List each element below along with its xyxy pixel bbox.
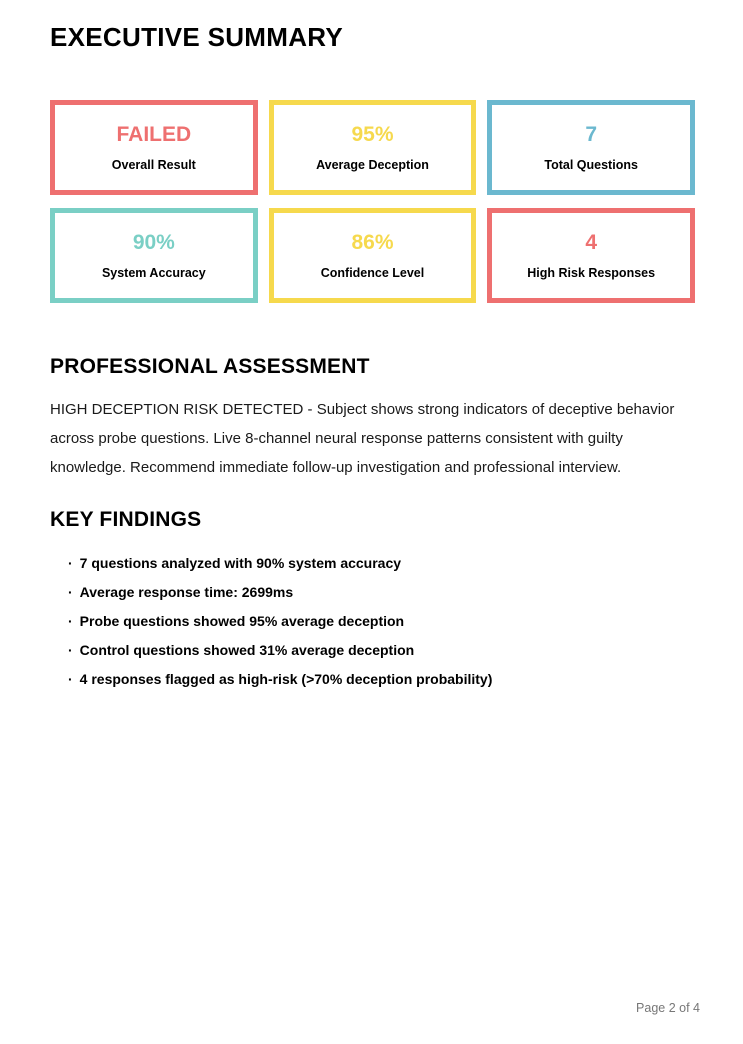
metric-card-overall-result [50, 100, 258, 195]
finding-item [50, 556, 695, 570]
finding-text: 7 questions analyzed with 90% system accuracy [79, 555, 402, 571]
assessment-body: HIGH DECEPTION RISK DETECTED - Subject shows strong indicators of deceptive behavior across probe questions. Live 8-channel neural response patterns consistent with guilty knowledge. Recommend immediate follow-up investigation and professional interview. [50, 401, 675, 476]
bullet-icon: · [68, 584, 73, 600]
metric-label: Confidence Level [320, 265, 425, 280]
metric-label: System Accuracy [101, 265, 206, 280]
findings-list [50, 556, 695, 686]
metric-value: FAILED [116, 122, 192, 146]
finding-text: Probe questions showed 95% average deception [79, 613, 405, 629]
metric-card-system-accuracy [50, 208, 258, 303]
bullet-icon: · [68, 613, 73, 629]
finding-item [50, 643, 695, 657]
metric-value: 7 [585, 122, 597, 146]
metric-card-total-questions [487, 100, 695, 195]
finding-item [50, 672, 695, 686]
finding-text: Control questions showed 31% average deception [79, 642, 415, 658]
metric-label: Total Questions [544, 157, 638, 172]
finding-text: 4 responses flagged as high-risk (>70% deception probability) [79, 671, 493, 687]
metric-card-average-deception [269, 100, 477, 195]
summary-cards [50, 100, 695, 303]
bullet-icon: · [68, 671, 73, 687]
metric-value: 86% [351, 230, 394, 254]
metric-value: 95% [351, 122, 394, 146]
metric-label: Overall Result [111, 157, 196, 172]
page-number: Page 2 of 4 [636, 1001, 700, 1015]
metric-label: High Risk Responses [527, 265, 656, 280]
page-title: EXECUTIVE SUMMARY [50, 22, 344, 52]
metric-value: 4 [585, 230, 597, 254]
findings-heading: KEY FINDINGS [50, 508, 202, 531]
finding-item [50, 585, 695, 599]
finding-item [50, 614, 695, 628]
metric-value: 90% [132, 230, 175, 254]
metric-card-confidence-level [269, 208, 477, 303]
metric-label: Average Deception [316, 157, 429, 172]
metric-card-high-risk-responses [487, 208, 695, 303]
finding-text: Average response time: 2699ms [79, 584, 294, 600]
bullet-icon: · [68, 555, 73, 571]
assessment-heading: PROFESSIONAL ASSESSMENT [50, 355, 370, 378]
bullet-icon: · [68, 642, 73, 658]
